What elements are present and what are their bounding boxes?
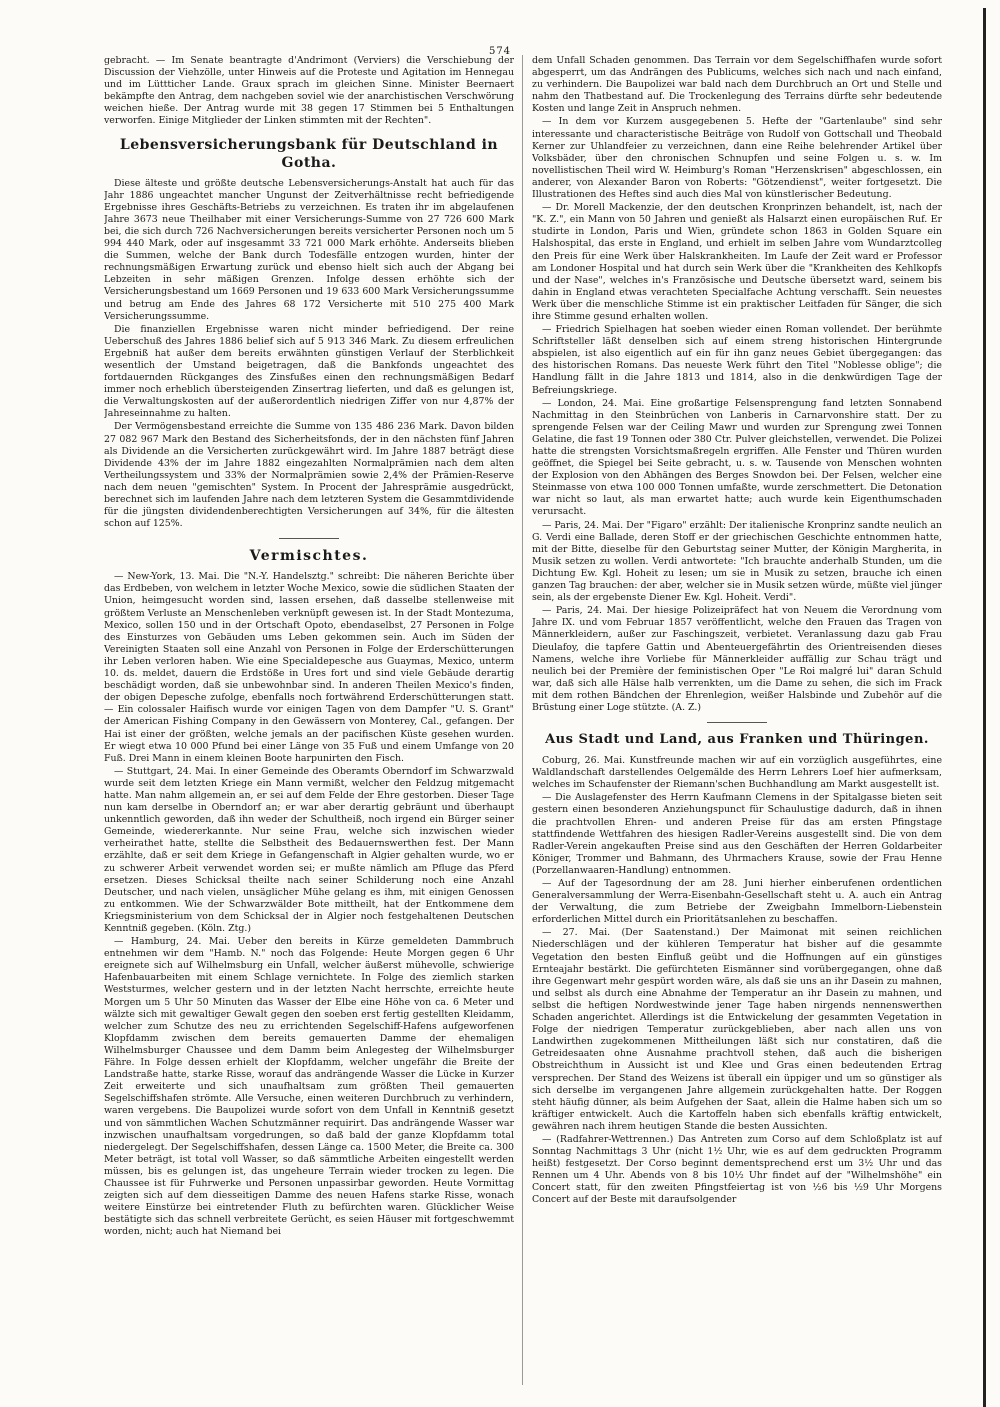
article-paragraph: — Die Auslagefenster des Herrn Kaufmann Clemens in der Spitalgasse bieten seit gestern einen besonderen Anziehungspunct für Schaulustige dadurch, daß in ihnen die prachtvollen Ehren- und anderen Preise für das am ersten Pfingstage stattfindende Wettfahren des hiesigen Radler-Vereins ausgestellt sind. Die von dem Radler-Verein angekauften Preise sind aus den Geschäften der Herren Goldarbeiter Königer, Trommer und Bahmann, des Uhrmachers Krause, sowie der Frau Henne (Porzellanwaaren-Handlung) entnommen. [532,792,942,876]
article-paragraph: — Dr. Morell Mackenzie, der den deutschen Kronprinzen behandelt, ist, nach der "K. Z.", ein Mann von 50 Jahren und genießt als Halsarzt einen europäischen Ruf. Er studirte in London, Paris und Wien, gründete schon 1863 in Golden Square ein Halshospital, das erste in England, und erhielt im selben Jahre vom Wundarztcolleg den Preis für eine Werk über Halskrankheiten. Im Laufe der Zeit ward er Professor am Londoner Hospital und hat durch sein Werk über die "Krankheiten des Kehlkopfs und der Nase", welches in's Französische und Deutsche übersetzt ward, seinem bis dahin in England etwas verachteten Specialfache Achtung verschafft. Sein neuestes Werk über die menschliche Stimme ist ein praktischer Leitfaden für Sänger, die sich ihre Stimme gesund erhalten wollen. [532,202,942,322]
article-paragraph: Diese älteste und größte deutsche Lebensversicherungs-Anstalt hat auch für das Jahr 1886 ungeachtet mancher Ungunst der Zeitverhältnisse recht befriedigende Ergebnisse ihres Geschäfts-Betriebs zu verzeichnen. Es traten ihr im abgelaufenen Jahre 3673 neue Theilhaber mit einer Versicherungs-Summe von 27 726 600 Mark bei, die sich durch 726 Nachversicherungen bereits versicherter Personen noch um 5 994 440 Mark, oder auf insgesammt 33 721 000 Mark erhöhte. Anderseits blieben die Summen, welche der Bank durch Todesfälle entzogen wurden, hinter der rechnungsmäßigen Erwartung zurück und ebenso hielt sich auch der Abgang bei Lebzeiten in sehr mäßigen Grenzen. Infolge dessen erhöhte sich der Versicherungsbestand um 1669 Personen und 19 633 600 Mark Versicherungssumme und betrug am Ende des Jahres 68 172 Versicherte mit 510 275 400 Mark Versicherungssumme. [104,177,514,322]
article-paragraph: — London, 24. Mai. Eine großartige Felsensprengung fand letzten Sonnabend Nachmittag in den Steinbrüchen von Lanberis in Carnarvonshire statt. Der zu sprengende Felsen war der Ceiling Mawr und wurden zur Sprengung zwei Tonnen Gelatine, die fast 19 Tonnen oder 380 Ctr. Pulver gleichstellen, verwendet. Die Polizei hatte die strengsten Vorsichtsmaßregeln ergriffen. Alle Fenster und Thüren wurden geöffnet, die Spiegel bei Seite gebracht, u. s. w. Tausende von Menschen wohnten der Explosion von den Abhängen des Berges Snowdon bei. Der Felsen, welcher eine Steinmasse von etwa 100 000 Tonnen umfaßte, wurde zerschmettert. Die Detonation war nicht so laut, als man erwartet hatte; auch wurde kein Eigenthumschaden verursacht. [532,397,942,518]
article-paragraph: — Paris, 24. Mai. Der "Figaro" erzählt: Der italienische Kronprinz sandte neulich an G. Verdi eine Ballade, deren Stoff er der griechischen Geschichte entnommen hatte, mit der Bitte, dieselbe für den Geburtstag seiner Mutter, der Königin Margherita, in Musik setzen zu wollen. Verdi antwortete: "Ich brauchte anderhalb Stunden, um die Dichtung Ew. Kgl. Hoheit zu lesen; um sie in Musik zu setzen, brauche ich einen ganzen Tag brauchen: der aber, welcher sie in Musik setzen würde, müßte viel jünger sein, als der ergebenste Diener Ew. Kgl. Hoheit. Verdi". [532,519,942,604]
section-heading-lebensversicherung: Lebensversicherungsbank für Deutschland in Gotha. [119,136,499,171]
section-divider [707,722,767,723]
article-paragraph: Die finanziellen Ergebnisse waren nicht minder befriedigend. Der reine Ueberschuß des Jahres 1886 belief sich auf 5 913 346 Mark. Zu diesem erfreulichen Ergebniß hat außer dem bereits erwähnten günstigen Verlauf der Sterblichkeit wesentlich der Umstand beigetragen, daß die Bankfonds ungeachtet des fortdauernden Rückganges des Zinsfußes einen den rechnungsmäßigen Bedarf immer noch erheblich übersteigenden Zinsertrag lieferten, und daß es gelungen ist, die Verwaltungskosten auf der außerordentlich niedrigen Ziffer von nur 4,87% der Jahreseinnahme zu halten. [104,323,514,420]
section-heading-stadt-und-land: Aus Stadt und Land, aus Franken und Thüringen. [545,732,929,748]
article-paragraph: — Stuttgart, 24. Mai. In einer Gemeinde des Oberamts Oberndorf im Schwarzwald wurde seit dem letzten Kriege ein Mann vermißt, welcher den Feldzug mitgemacht hatte. Man nahm allgemein an, er sei auf dem Felde der Ehre gestorben. Dieser Tage nun kam derselbe in Oberndorf an; er war aber derartig gebräunt und überhaupt unkenntlich geworden, daß ihn weder der Schultheiß, noch irgend ein Bürger seiner Gemeinde, wiedererkannte. Nur seine Frau, welche sich inzwischen wieder verheirathet hatte, stellte die Selbstheit des Bedauernswerthen fest. Der Mann erzählte, daß er seit dem Kriege in Gefangenschaft in Algier gehalten wurde, wo er zu schwerer Arbeit verwendet worden sei; er mußte nämlich am Pfluge das Pferd ersetzen. Dieses Schicksal theilte nach seiner Schilderung noch eine Anzahl Deutscher, und nach vielen, unsäglicher Mühe gelang es ihm, mit einigen Genossen zu entkommen. Wie der Schwarzwälder Bote mittheilt, hat der Entkommene dem Kriegsministerium von dem Schicksal der in Algier noch festgehaltenen Deutschen Kenntniß gegeben. (Köln. Ztg.) [104,765,514,934]
article-paragraph: — In dem vor Kurzem ausgegebenen 5. Hefte der "Gartenlaube" sind sehr interessante und characteristische Beiträge von Rudolf von Gottschall und Theobald Kerner zur Uhlandfeier zu verzeichnen, dann eine Reihe belehrender Artikel über Volksbäder, über den chronischen Schnupfen und seine Folgen u. s. w. Im novellistischen Theil wird W. Heimburg's Roman "Herzenskrisen" abgeschlossen, ein anderer, von Alexander Baron von Roberts: "Götzendienst", weiter fortgesetzt. Die Illustrationen des Heftes sind auch dies Mal von künstlerischer Bedeutung. [532,116,942,201]
page-number: 574 [488,46,512,57]
article-paragraph: — Auf der Tagesordnung der am 28. Juni hierher einberufenen ordentlichen Generalversammlung der Werra-Eisenbahn-Gesellschaft steht u. A. auch ein Antrag der Verwaltung, die zum Betriebe der Zweigbahn Immelborn-Liebenstein erforderlichen Mittel durch ein Prioritätsanlehen zu beschaffen. [532,878,942,926]
left-column [104,55,514,1385]
article-paragraph: — Paris, 24. Mai. Der hiesige Polizeipräfect hat von Neuem die Verordnung vom Jahre IX. und vom Februar 1857 veröffentlicht, welche den Frauen das Tragen von Männerkleidern, außer zur Faschingszeit, verbietet. Veranlassung dazu gab Frau Dieulafoy, die tapfere Gattin und Abenteuergefährtin des Orientreisenden dieses Namens, welche ihre Vorliebe für Männerkleider auffällig zur Schau trägt und neulich bei der Première der feministischen Oper "Le Roi malgré lui" daran Schuld war, daß sich alle Hälse halb verrenkten, um die Dame zu sehen, die sich im Frack mit dem rothen Bändchen der Ehrenlegion, weißer Halsbinde und Zubehör auf die Brüstung einer Loge stützte. (A. Z.) [532,605,942,713]
article-paragraph: — New-York, 13. Mai. Die "N.-Y. Handelsztg." schreibt: Die näheren Berichte über das Erdbeben, von welchem in letzter Woche Mexico, sowie die südlichen Staaten der Union, heimgesucht worden sind, lassen ersehen, daß dasselbe stellenweise mit größtem Verluste an Menschenleben verknüpft gewesen ist. In der Stadt Montezuma, Mexico, sollen 150 und in der Ortschaft Opoto, ebendaselbst, 27 Personen in Folge des Einsturzes von Gebäuden ums Leben gekommen sein. Auch im Süden der Vereinigten Staaten soll eine Anzahl von Personen in Folge der Erderschütterungen ihr Leben verloren haben. Wie eine Specialdepesche aus Guaymas, Mexico, unterm 10. ds. meldet, dauern die Erdstöße in Ures fort und sind viele Gebäude derartig beschädigt worden, daß sie unbewohnbar sind. In anderen Theilen Mexico's finden, der obigen Depesche zufolge, ebenfalls noch fortwährend Erderschütterungen statt. — Ein colossaler Haifisch wurde vor einigen Tagen von dem Dampfer "U. S. Grant" der American Fishing Company in den Gewässern von Monterey, Cal., gefangen. Der Hai ist einer der größten, welche jemals an der pacifischen Küste gesehen wurden. Er wiegt etwa 10 000 Pfund bei einer Länge von 35 Fuß und einem Umfange von 20 Fuß. Drei Mann in einem kleinen Boote harpunirten den Fisch. [104,571,514,764]
page-edge-rule [983,8,986,1407]
column-divider [522,55,523,1385]
right-column [532,55,942,1385]
article-paragraph: Der Vermögensbestand erreichte die Summe von 135 486 236 Mark. Davon bilden 27 082 967 Mark den Bestand des Sicherheitsfonds, der in den nächsten fünf Jahren als Dividende an die Versicherten zurückgewährt wird. Im Jahre 1887 beträgt diese Dividende 43% der im Jahre 1882 eingezahlten Normalprämien nach dem alten Vertheilungssystem und 33% der Normalprämien sowie 2,4% der Prämien-Reserve nach dem neuen "gemischten" System. In Procent der Jahresprämie ausgedrückt, berechnet sich im laufenden Jahre nach dem letzteren System die Gesammtdividende für die jüngsten dividendenberechtigten Versicherungen auf 34%, für die ältesten schon auf 125%. [104,421,514,530]
intro-paragraph: gebracht. — Im Senate beantragte d'Andrimont (Verviers) die Verschiebung der Discussion der Viehzölle, unter Hinweis auf die Proteste und Agitation im Hennegau und im Lüttticher Lande. Graux sprach im gleichen Sinne. Minister Beernaert bekämpfte den Antrag, dem nachgeben soviel wie der anarchistischen Verschwörung weichen hieße. Der Antrag wurde mit 38 gegen 17 Stimmen bei 5 Enthaltungen verworfen. Einige Mitglieder der Linken stimmten mit der Rechten". [104,55,514,127]
article-paragraph: dem Unfall Schaden genommen. Das Terrain vor dem Segelschiffhafen wurde sofort abgesperrt, um das Andrängen des Publicums, welches sich nach und nach einfand, zu verhindern. Die Baupolizei war bald nach dem Durchbruch an Ort und Stelle und nahm den Thatbestand auf. Die Trockenlegung des Terrains dürfte sehr bedeutende Kosten und lange Zeit in Anspruch nehmen. [532,55,942,115]
section-divider [279,538,339,539]
article-paragraph: — Hamburg, 24. Mai. Ueber den bereits in Kürze gemeldeten Dammbruch entnehmen wir dem "Hamb. N." noch das Folgende: Heute Morgen gegen 6 Uhr ereignete sich auf Wilhelmsburg ein Unfall, welcher äußerst mühevolle, schwierige Hafenbauarbeiten mit einem Schlage vernichtete. In Folge des ziemlich starken Weststurmes, welcher gestern und in der letzten Nacht herrschte, erreichte heute Morgen um 5 Uhr 50 Minuten das Wasser der Elbe eine Höhe von ca. 6 Meter und wälzte sich mit gewaltiger Gewalt gegen den soeben erst fertig gestellten Kleidamm, welcher zum Schutze des neu zu errichtenden Segelschiff-Hafens aufgeworfenen Klopfdamm zwischen dem bereits gemauerten Damme der ehemaligen Wilhelmsburger Chaussee und dem Damm beim Anlegesteg der Wilhelmsburger Fähre. In Folge dessen erhielt der Klopfdamm, welcher ungefähr die Breite der Landstraße hatte, starke Risse, worauf das andrängende Wasser die Lücke in Kurzer Zeit erweiterte und sich unaufhaltsam zum größten Theil gemauerten Segelschiffshafen strömte. Alle Versuche, einen weiteren Durchbruch zu verhindern, waren vergebens. Die Baupolizei wurde sofort von dem Unfall in Kenntniß gesetzt und von sämmtlichen Wachen Schutzmänner requirirt. Das andrängende Wasser war inzwischen unaufhaltsam vorgedrungen, so daß bald der ganze Klopfdamm total niedergelegt. Der Segelschiffshafen, dessen Länge ca. 1500 Meter, die Breite ca. 300 Meter beträgt, ist total voll Wasser, so daß sämmtliche Arbeiten eingestellt werden müssen, bis es gelungen ist, das ungeheure Terrain wieder trocken zu legen. Die Chaussee ist für Fuhrwerke und Personen unpassirbar geworden. Heute Vormittag zeigten sich auf dem diesseitigen Damme des neuen Hafens starke Risse, wonach weitere Einstürze bei eintretender Fluth zu befürchten waren. Glücklicher Weise bestätigte sich das schnell verbreitete Gerücht, es seien Häuser mit fortgeschwemmt worden, nicht; auch hat Niemand bei [104,936,514,1238]
article-paragraph: — (Radfahrer-Wettrennen.) Das Antreten zum Corso auf dem Schloßplatz ist auf Sonntag Nachmittags 3 Uhr (nicht 1½ Uhr, wie es auf dem gedruckten Programm heißt) festgesetzt. Der Corso beginnt dementsprechend erst um 3½ Uhr und das Rennen um 4 Uhr. Abends von 8 bis 10½ Uhr findet auf der "Wilhelmshöhe" ein Concert statt, für den zweiten Pfingstfeiertag ist von ½6 bis ½9 Uhr Morgens Concert auf der Beste mit daraufsolgender [532,1133,942,1206]
article-paragraph: — 27. Mai. (Der Saatenstand.) Der Maimonat mit seinen reichlichen Niederschlägen und der kühleren Temperatur hat bisher auf die gesammte Vegetation den besten Einfluß geübt und die Hoffnungen auf ein günstiges Ernteajahr bestärkt. Die gefürchteten Eismänner sind vorübergegangen, ohne daß ihre Gegenwart mehr gespürt worden wäre, als daß sie uns an ihr Dasein zu mahnen, und selbst als durch eine Abnahme der Temperatur an ihr Dasein zu mahnen, und selbst die heftigen Nordwestwinde jener Tage haben nirgends nennenswerthen Schaden angerichtet. Allerdings ist die Entwickelung der gesammten Vegetation in Folge der niedrigen Temperatur zurückgeblieben, aber nach allen uns von Landwirthen zugekommenen Mittheilungen läßt sich nur constatiren, daß die Getreidesaaten ohne Ausnahme prachtvoll stehen, daß auch die bisherigen Obstreichthum in Aussicht ist und Klee und Gras einen bedeutenden Ertrag versprechen. Der Stand des Weizens ist überall ein üppiger und um so günstiger als sich derselbe im vergangenen Jahre allgemein zurückgehalten hatte. Der Roggen steht häufig dünner, als beim Aufgehen der Saat, allein die Halme haben sich um so kräftiger entwickelt. Auch die Kartoffeln haben sich ebenfalls kräftig entwickelt, gewähren nach ihrem heutigen Stande die besten Aussichten. [532,927,942,1132]
article-paragraph: Coburg, 26. Mai. Kunstfreunde machen wir auf ein vorzüglich ausgeführtes, eine Waldlandschaft darstellendes Oelgemälde des Herrn Lehrers Loef hier aufmerksam, welches im Schaufenster der Riemann'schen Buchhandlung am Markt ausgestellt ist. [532,755,942,791]
section-heading-vermischtes: Vermischtes. [249,548,369,565]
article-paragraph: — Friedrich Spielhagen hat soeben wieder einen Roman vollendet. Der berühmte Schriftsteller läßt denselben sich auf einem streng historischen Hintergrunde abspielen, ist also eigentlich auf ein für ihn ganz neues Gebiet übergegangen: das des historischen Romans. Das neueste Werk führt den Titel "Noblesse oblige"; die Handlung fällt in die Jahre 1813 und 1814, also in die denkwürdigen Tage der Befreiungskriege. [532,324,942,396]
